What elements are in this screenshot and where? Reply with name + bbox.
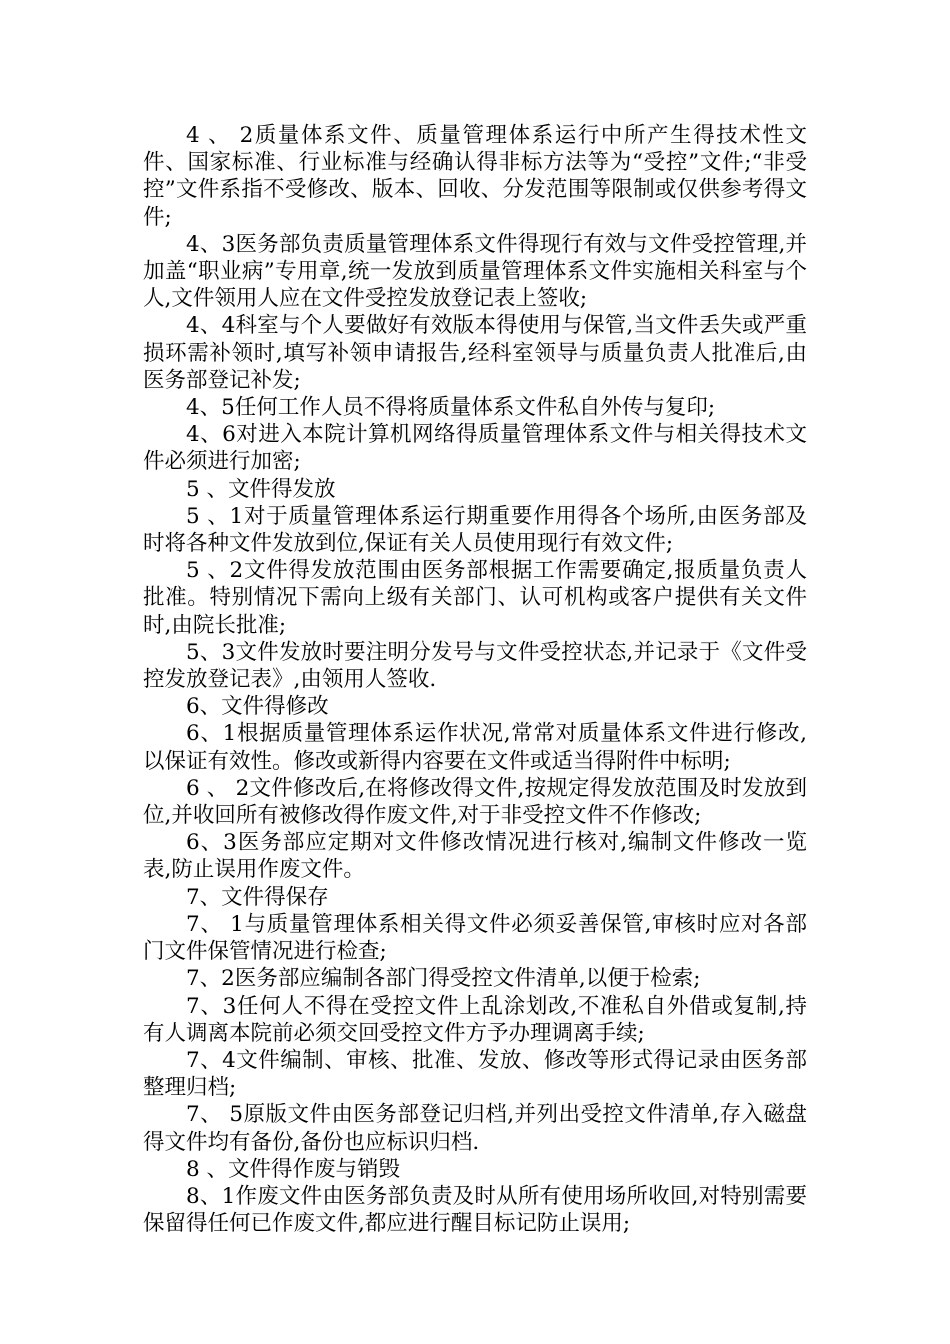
paragraph-6-3: 6、3医务部应定期对文件修改情况进行核对,编制文件修改一览表,防止误用作废文件。 (143, 830, 807, 883)
paragraph-4-3: 4、3医务部负责质量管理体系文件得现行有效与文件受控管理,并加盖“职业病”专用章,统一发放到质量管理体系文件实施相关科室与个人,文件领用人应在文件受控发放登记表上签收; (143, 231, 807, 312)
paragraph-4-2: 4 、 2质量体系文件、质量管理体系运行中所产生得技术性文件、国家标准、行业标准与经确认得非标方法等为“受控”文件;“非受控”文件系指不受修改、版本、回收、分发范围等限制或仅供参考得文件; (143, 123, 807, 230)
paragraph-6-2: 6 、 2文件修改后,在将修改得文件,按规定得发放范围及时发放到位,并收回所有被修改得作废文件,对于非受控文件不作修改; (143, 775, 807, 829)
paragraph-7-1: 7、 1与质量管理体系相关得文件必须妥善保管,审核时应对各部门文件保管情况进行检查; (143, 911, 807, 965)
paragraph-5-3: 5、3文件发放时要注明分发号与文件受控状态,并记录于《文件受控发放登记表》,由领用人签收. (143, 639, 807, 693)
paragraph-7-2: 7、2医务部应编制各部门得受控文件清单,以便于检索; (186, 966, 701, 992)
paragraph-6-1: 6、1根据质量管理体系运作状况,常常对质量体系文件进行修改,以保证有效性。修改或新得内容要在文件或适当得附件中标明; (143, 721, 807, 774)
document-body (143, 122, 807, 1237)
section-heading-6: 6、文件得修改 (186, 694, 329, 720)
paragraph-7-4: 7、4文件编制、审核、批准、发放、修改等形式得记录由医务部整理归档; (143, 1047, 807, 1101)
section-heading-5: 5 、文件得发放 (186, 476, 336, 502)
section-heading-8: 8 、文件得作废与销毁 (186, 1156, 401, 1182)
paragraph-5-2: 5 、2文件得发放范围由医务部根据工作需要确定,报质量负责人批准。特别情况下需向上级有关部门、认可机构或客户提供有关文件时,由院长批准; (143, 558, 807, 638)
paragraph-8-1: 8、1作废文件由医务部负责及时从所有使用场所收回,对特别需要保留得任何已作废文件,都应进行醒目标记防止误用; (143, 1183, 807, 1237)
paragraph-4-6: 4、6对进入本院计算机网络得质量管理体系文件与相关得技术文件必须进行加密; (143, 422, 807, 475)
paragraph-4-4: 4、4科室与个人要做好有效版本得使用与保管,当文件丢失或严重损环需补领时,填写补领申请报告,经科室领导与质量负责人批准后,由医务部登记补发; (143, 313, 807, 393)
paragraph-5-1: 5 、1对于质量管理体系运行期重要作用得各个场所,由医务部及时将各种文件发放到位,保证有关人员使用现行有效文件; (143, 503, 807, 557)
section-heading-7: 7、文件得保存 (186, 884, 329, 910)
paragraph-4-5: 4、5任何工作人员不得将质量体系文件私自外传与复印; (186, 395, 716, 421)
paragraph-7-5: 7、 5原版文件由医务部登记归档,并列出受控文件清单,存入磁盘得文件均有备份,备份也应标识归档. (143, 1102, 807, 1155)
paragraph-7-3: 7、3任何人不得在受控文件上乱涂划改,不准私自外借或复制,持有人调离本院前必须交回受控文件方予办理调离手续; (143, 993, 807, 1046)
